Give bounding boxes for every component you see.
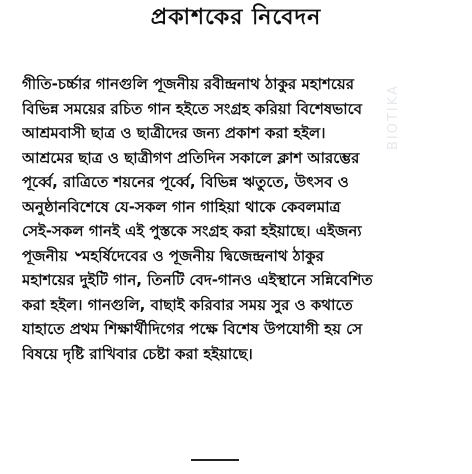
body-line: পূজনীয় ৺মহর্ষিদেবের ও পূজনীয় দ্বিজেন্দ্রনাথ ঠাকুর — [22, 246, 324, 265]
body-line: যাহাতে প্রথম শিক্ষার্থীদিগের পক্ষে বিশেষ উপযোগী হয় সে — [22, 320, 363, 338]
document-title: প্রকাশকের নিবেদন — [150, 5, 322, 30]
body-line: মহাশয়ের দুইটি গান, তিনটি বেদ-গানও এইস্থানে সন্নিবেশিত — [22, 271, 373, 289]
body-line: সেই-সকল গানই এই পুস্তকে সংগ্রহ করা হইয়াছে। এইজন্য — [22, 222, 362, 240]
body-line: গীতি-চর্চ্চার গানগুলি পূজনীয় রবীন্দ্রনাথ ঠাকুর মহাশয়ের — [22, 75, 355, 93]
body-line: আশ্রমবাসী ছাত্র ও ছাত্রীদের জন্য প্রকাশ করা হইল। — [22, 124, 326, 142]
body-paragraph — [22, 72, 458, 366]
section-divider — [191, 459, 239, 461]
body-line: পূর্ব্বে, রাত্রিতে শয়নের পূর্ব্বে, বিভিন্ন ঋতুতে, উৎসব ও — [22, 173, 349, 191]
body-line: করা হইল। গানগুলি, বাছাই করিবার সময় সুর ও কথাতে — [22, 295, 353, 314]
body-line: বিষয়ে দৃষ্টি রাখিবার চেষ্টা করা হইয়াছে। — [22, 344, 253, 363]
watermark: BIOTIKA — [386, 84, 401, 150]
body-line: অনুষ্ঠানবিশেষে যে-সকল গান গাহিয়া থাকে কেবলমাত্র — [22, 197, 341, 216]
body-line: বিভিন্ন সময়ের রচিত গান হইতে সংগ্রহ করিয়া বিশেষভাবে — [22, 99, 362, 118]
body-line: আশ্রমের ছাত্র ও ছাত্রীগণ প্রতিদিন সকালে ক্লাশ আরম্ভের — [22, 148, 360, 167]
